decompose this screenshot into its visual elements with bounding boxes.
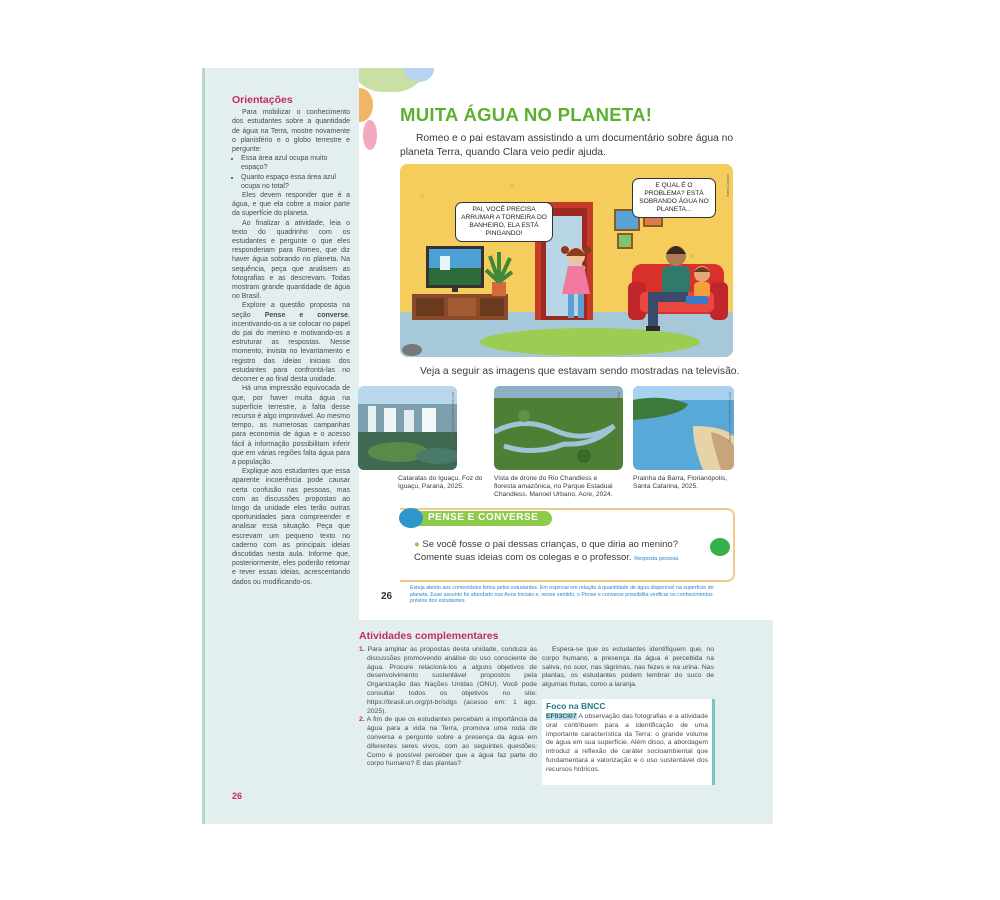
complementary-answer: Espera-se que os estudantes identifiquem que, no corpo humano, a presença da água é percebida na saliva, no suor, nas lágrimas, nas fezes e na urina. Nas plantas, os estudantes podem lembrar do suco de algumas frutas, como a laranja.: [542, 646, 714, 689]
photo-caption: Cataratas do Iguaçu. Foz do Iguaçu, Paraná, 2025.: [398, 475, 483, 491]
photo-caption: Prainha da Barra, Florianópolis, Santa Catarina, 2025.: [633, 475, 728, 491]
book-page: [202, 68, 773, 824]
list-item: [359, 716, 537, 769]
photo-chandless-svg: [494, 386, 623, 470]
bncc-text: [546, 713, 708, 775]
speech-bubbles-icon: [399, 508, 423, 528]
photo-credit: Luciano Queiroz/Shutterstock.com: [451, 392, 455, 446]
guidance-questions: [232, 154, 350, 191]
photo-prainha-barra: [633, 386, 734, 470]
guidance-paragraph: Para mobilizar o conhecimento dos estudantes sobre a quantidade de água na Terra, mostre novamente o planisfério e o globo terrestre e pergunte:: [232, 109, 350, 154]
guidance-question: • Quanto espaço essa área azul ocupa no total?: [241, 173, 350, 191]
guidance-text: Explore a questão proposta na seção: [232, 302, 350, 319]
photos-intro-text: Veja a seguir as imagens que estavam sendo mostradas na televisão.: [420, 366, 740, 377]
bncc-code: EF03CI07: [546, 713, 577, 720]
illustration-credit: Ilustra Cartoon: [726, 174, 730, 197]
page-edge: [202, 68, 205, 824]
pense-converse-title: PENSE E CONVERSE: [428, 512, 539, 523]
guidance-sidebar: [232, 96, 350, 587]
photo-iguacu-falls: [358, 386, 457, 470]
question-text: Se você fosse o pai dessas crianças, o que diria ao menino? Comente suas ideias com os colegas e o professor.: [414, 539, 678, 563]
guidance-paragraph: Explique aos estudantes que essa aparente incoerência pode causar certa confusão nas pessoas, mas com as discussões propostas ao longo da unidade eles terão outras oportunidades para compreender e analisar essa situação. Peça que escrevam um pequeno texto no caderno com as principais ideias discutidas nesta aula. Informe que, posteriormente, eles poderão retomar e rever essas ideias, acrescentando dados ou modificando-os.: [232, 468, 350, 586]
page-title: MUITA ÁGUA NO PLANETA!: [400, 104, 653, 125]
photo-credit: Marcio Isensee/Pulsar Imagens: [617, 392, 621, 442]
speech-bubble-boy: E QUAL É O PROBLEMA? ESTÁ SOBRANDO ÁGUA NO PLANETA...: [632, 178, 716, 218]
photo-prainha-svg: [633, 386, 734, 470]
photo-chandless-river: [494, 386, 623, 470]
answer-hint: Resposta pessoal.: [634, 556, 680, 562]
student-page-number: 26: [381, 591, 393, 602]
page-number: 26: [232, 791, 243, 801]
complementary-list: [359, 646, 537, 769]
decor-shape: [363, 120, 377, 150]
decor-shape: [359, 88, 373, 122]
intro-text: Romeo e o pai estavam assistindo a um documentário sobre água no planeta Terra, quando Clara veio pedir ajuda.: [400, 133, 734, 158]
guidance-paragraph: [232, 301, 350, 384]
photo-credit: Sergio Ranalli/Shutterstock.com: [728, 392, 732, 442]
item-number: 1.: [359, 646, 365, 653]
photo-iguacu-svg: [358, 386, 457, 470]
teacher-note: Esteja atento aos comentários feitos pelos estudantes. Em especial em relação à quantidade de água disponível na superfície do planeta. Esse assunto foi abordado nos Anos Iniciais e, nesse sentido, o Pense e converse possibilita verificar os conhecimentos prévios dos estudantes.: [410, 585, 714, 605]
bncc-body: A observação das fotografias e a atividade oral contribuem para a identificação de uma importante característica da Terra: o grande volume de água em sua superfície. Além disso, a abordagem introduz a reflexão de caráter socioambiental que fundamentará a valorização e o uso sustentável dos recursos hídricos.: [546, 713, 708, 773]
bullet-icon: ●: [414, 539, 420, 550]
chat-icon: [710, 538, 730, 556]
list-item: [359, 646, 537, 716]
guidance-heading: Orientações: [232, 94, 293, 106]
item-text: Para ampliar as propostas desta unidade, conduza as discussões promovendo análise do uso consciente de água. Procure relacioná-los a alguns objetivos de desenvolvimento sustentável propostos pela Organização das Nações Unidas (ONU). Você pode consultar todos os objetivos no site: https://brasil.un.org/pt-br/sdgs (acesso em: 1 ago. 2025).: [367, 646, 537, 715]
guidance-paragraph: Eles devem responder que é a água, e que ela cobre a maior parte da superfície do planeta.: [232, 192, 350, 218]
complementary-heading: Atividades complementares: [359, 630, 499, 642]
item-text: A fim de que os estudantes percebam a importância da água para a vida na Terra, promova uma roda de conversa e pergunte sobre a presença da água em diferentes seres vivos, com as seguintes questões: Como é possível perceber que a água faz parte do corpo humano? E das plantas?: [366, 716, 538, 768]
guidance-text: , incentivando-os a se colocar no papel do pai do menino e motivando-os a estruturar as respostas. Nesse momento, invista no levantamento e registro das ideias iniciais dos estudantes para confrontá-las no decorrer e ao final desta unidade.: [232, 311, 350, 384]
pense-converse-question: [414, 538, 694, 566]
bncc-box: [542, 699, 715, 785]
guidance-question: • Essa área azul ocupa muito espaço?: [241, 154, 350, 172]
guidance-paragraph: Ao finalizar a atividade, leia o texto do quadrinho com os estudantes e pergunte o que eles responderiam para Romeo, que diz haver água sobrando no planeta. Na sequência, peça que analisem as fotografias e as descrevam. Todas mostram grande quantidade de água no Brasil.: [232, 219, 350, 301]
photo-caption: Vista de drone do Rio Chandless e floresta amazônica, no Parque Estadual Chandless. Manoel Urbano, Acre, 2024.: [494, 475, 613, 499]
guidance-bold: Pense e converse: [264, 311, 349, 319]
item-number: 2.: [359, 716, 365, 724]
speech-bubble-girl: PAI, VOCÊ PRECISA ARRUMAR A TORNEIRA DO BANHEIRO, ELA ESTÁ PINGANDO!: [455, 202, 553, 242]
bncc-title: Foco na BNCC: [546, 701, 606, 711]
guidance-paragraph: Há uma impressão equivocada de que, por haver muita água na superfície terrestre, a falta desse recurso é algo improvável. Ao mesmo tempo, as numerosas campanhas para economia de água e o acesso fácil à informação possibilitam inferir que em várias regiões falta água para a população.: [232, 385, 350, 466]
